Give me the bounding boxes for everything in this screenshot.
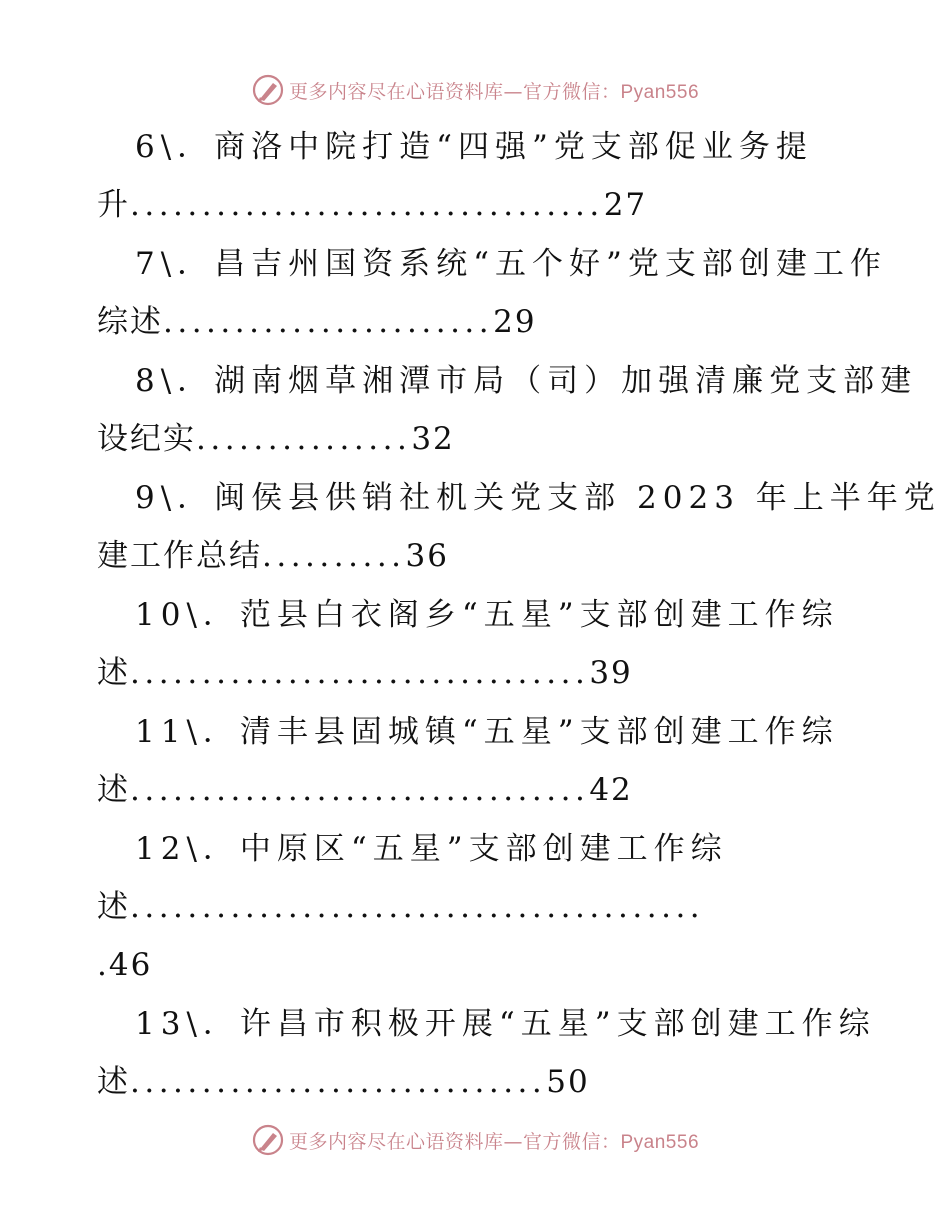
pen-logo-icon [251, 1123, 285, 1157]
toc-entry-12-page: .46 [97, 947, 153, 983]
toc-entry-9-title: 9\．闽侯县供销社机关党支部 2023 年上半年党 [135, 480, 941, 516]
toc-entry-12-continuation: 述........................................ [97, 889, 705, 925]
toc-entry-11-continuation: 述................................42 [97, 772, 633, 808]
toc-entry-7-page: 29 [493, 304, 537, 340]
header-watermark-text: 更多内容尽在心语资料库—官方微信：Pyan556 [288, 80, 700, 103]
toc-entry-8-page: 32 [411, 421, 455, 457]
toc-entry-7-continuation: 综述.......................29 [97, 304, 537, 340]
toc-entry-6-continuation: 升.................................27 [97, 187, 648, 223]
toc-entry-9-continuation: 建工作总结..........36 [97, 538, 449, 574]
toc-entry-12-title: 12\．中原区“五星”支部创建工作综 [135, 831, 728, 867]
toc-entry-6-page: 27 [603, 187, 648, 223]
footer-watermark-banner [0, 1120, 950, 1160]
toc-entry-10-page: 39 [589, 655, 633, 691]
toc-entry-13-continuation: 述.............................50 [97, 1064, 590, 1100]
toc-entry-8-title: 8\．湖南烟草湘潭市局（司）加强清廉党支部建 [135, 363, 918, 399]
toc-entry-11-page: 42 [589, 772, 633, 808]
toc-entry-9-page: 36 [405, 538, 449, 574]
toc-entry-13-title: 13\．许昌市积极开展“五星”支部创建工作综 [135, 1006, 876, 1042]
toc-entry-11-title: 11\．清丰县固城镇“五星”支部创建工作综 [135, 714, 839, 750]
toc-entry-10-title: 10\．范县白衣阁乡“五星”支部创建工作综 [135, 597, 839, 633]
toc-entry-8-continuation: 设纪实...............32 [97, 421, 455, 457]
toc-entry-10-continuation: 述................................39 [97, 655, 633, 691]
footer-wechat-id: Pyan556 [620, 1131, 700, 1153]
footer-watermark-text: 更多内容尽在心语资料库—官方微信：Pyan556 [288, 1130, 700, 1153]
toc-entry-6-title: 6\．商洛中院打造“四强”党支部促业务提 [135, 129, 813, 165]
toc-entry-13-page: 50 [546, 1064, 590, 1100]
toc-entry-7-title: 7\．昌吉州国资系统“五个好”党支部创建工作 [135, 246, 887, 282]
header-wechat-id: Pyan556 [620, 81, 700, 103]
